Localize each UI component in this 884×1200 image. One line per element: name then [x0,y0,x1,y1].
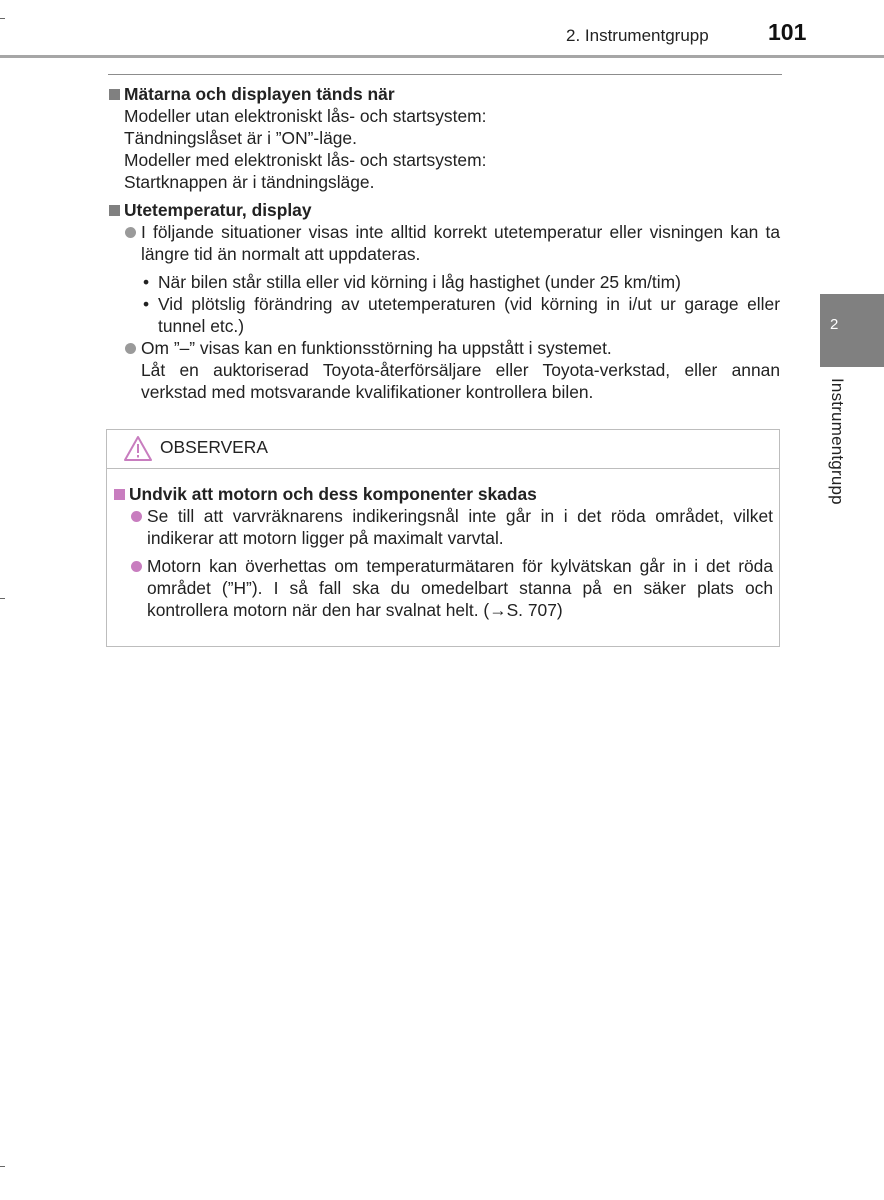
section-rule [108,74,782,75]
square-bullet-icon [109,89,120,100]
section-heading: Mätarna och displayen tänds när [108,83,780,105]
header-rule [0,55,884,58]
list-item: I följande situationer visas inte alltid korrekt utetemperatur eller visningen kan ta längre tid än normalt att uppdateras. [108,221,780,265]
square-bullet-icon [114,489,125,500]
body-line: Modeller med elektroniskt lås- och startsystem: [124,150,487,170]
warning-item: Se till att varvräknarens indikeringsnål inte går in i det röda området, vilket indikerar att motorn ligger på maximalt varvtal. [113,505,773,549]
circle-bullet-icon [131,561,142,572]
list-item-continuation: Låt en auktoriserad Toyota-återförsäljare eller Toyota-verkstad, eller annan verkstad med motsvarande kvalifikationer kontrollera bilen. [141,360,780,402]
warning-header [107,430,779,469]
chapter-side-tab[interactable] [820,294,884,367]
crop-mark [0,1166,5,1167]
page-number: 101 [768,19,807,45]
circle-bullet-icon [131,511,142,522]
warning-box [106,429,780,647]
warning-triangle-icon [123,435,153,462]
body-line: Modeller utan elektroniskt lås- och startsystem: [124,106,487,126]
warning-item: Motorn kan överhettas om temperaturmätaren för kylvätskan går in i det röda området (”H”). I så fall ska du omedelbart stanna på en säker plats och kontrollera motorn när den har svalnat helt. (→S. 707) [113,555,773,621]
body-line: Tändningslåset är i ”ON”-läge. [124,128,357,148]
square-bullet-icon [109,205,120,216]
warning-title: OBSERVERA [160,437,268,457]
list-item: Om ”–” visas kan en funktionsstörning ha uppstått i systemet. [108,337,780,359]
circle-bullet-icon [125,343,136,354]
sub-list-item: • Vid plötslig förändring av utetemperaturen (vid körning in i/ut ur garage eller tunnel etc.) [143,294,780,336]
crop-mark [0,598,5,599]
body-line: Startknappen är i tändningsläge. [124,172,375,192]
warning-heading: Undvik att motorn och dess komponenter skadas [113,483,773,505]
main-content [108,83,780,403]
chapter-title: 2. Instrumentgrupp [566,26,709,45]
dot-bullet-icon: • [143,272,150,292]
section-heading: Utetemperatur, display [108,199,780,221]
side-tab-number: 2 [830,316,839,333]
crop-mark [0,18,5,19]
circle-bullet-icon [125,227,136,238]
dot-bullet-icon: • [143,294,150,314]
sub-list-item: • När bilen står stilla eller vid körning i låg hastighet (under 25 km/tim) [143,272,681,292]
warning-body [107,469,779,621]
side-tab-label: Instrumentgrupp [828,378,847,505]
